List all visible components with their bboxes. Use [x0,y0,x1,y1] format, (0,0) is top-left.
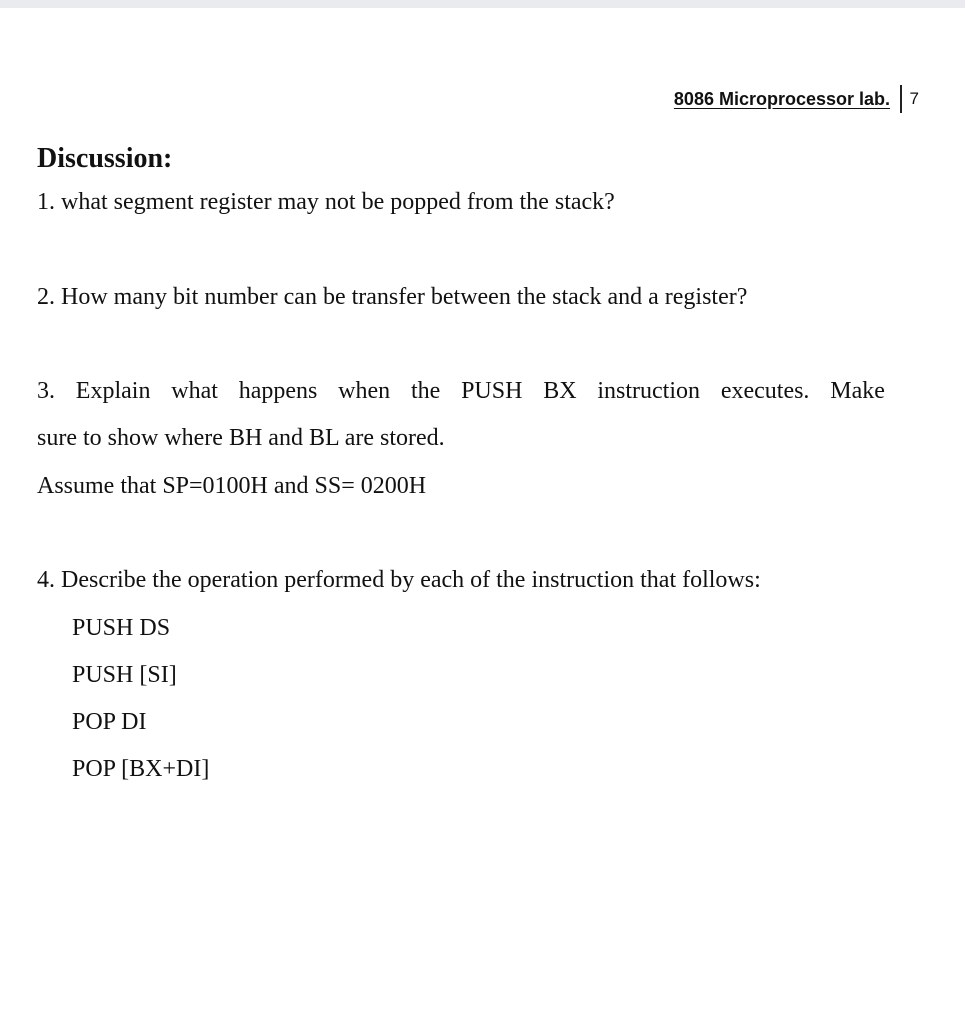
q3-word: instruction [597,378,701,404]
question-4: 4. Describe the operation performed by each of the instruction that follows: [37,567,761,593]
discussion-heading: Discussion: [37,143,173,174]
question-3-line-2: sure to show where BH and BL are stored. [37,425,445,451]
instruction-pop-bx-di: POP [BX+DI] [72,756,210,782]
q3-word: happens [238,378,318,404]
q3-word: when [338,378,391,404]
question-3-line-3: Assume that SP=0100H and SS= 0200H [37,473,427,499]
instruction-push-ds: PUSH DS [72,615,171,641]
question-2: 2. How many bit number can be transfer between the stack and a register? [37,284,748,310]
q3-word: executes. [720,378,810,404]
q3-word: Explain [75,378,151,404]
instruction-pop-di: POP DI [72,709,147,735]
instruction-push-si: PUSH [SI] [72,662,177,688]
viewer-top-strip [0,0,965,8]
q3-word: BX [543,378,577,404]
q3-word: what [171,378,218,404]
page-number: 7 [909,89,919,108]
q3-word: PUSH [461,378,523,404]
q3-word: Make [830,378,885,404]
q3-word: 3. [37,378,55,404]
page-header [674,82,919,116]
q3-word: the [410,378,441,404]
document-page [0,8,965,1024]
header-divider [900,85,902,113]
question-3-line-1 [37,377,885,406]
question-1: 1. what segment register may not be popped from the stack? [37,189,615,215]
header-title: 8086 Microprocessor lab. [673,88,891,109]
